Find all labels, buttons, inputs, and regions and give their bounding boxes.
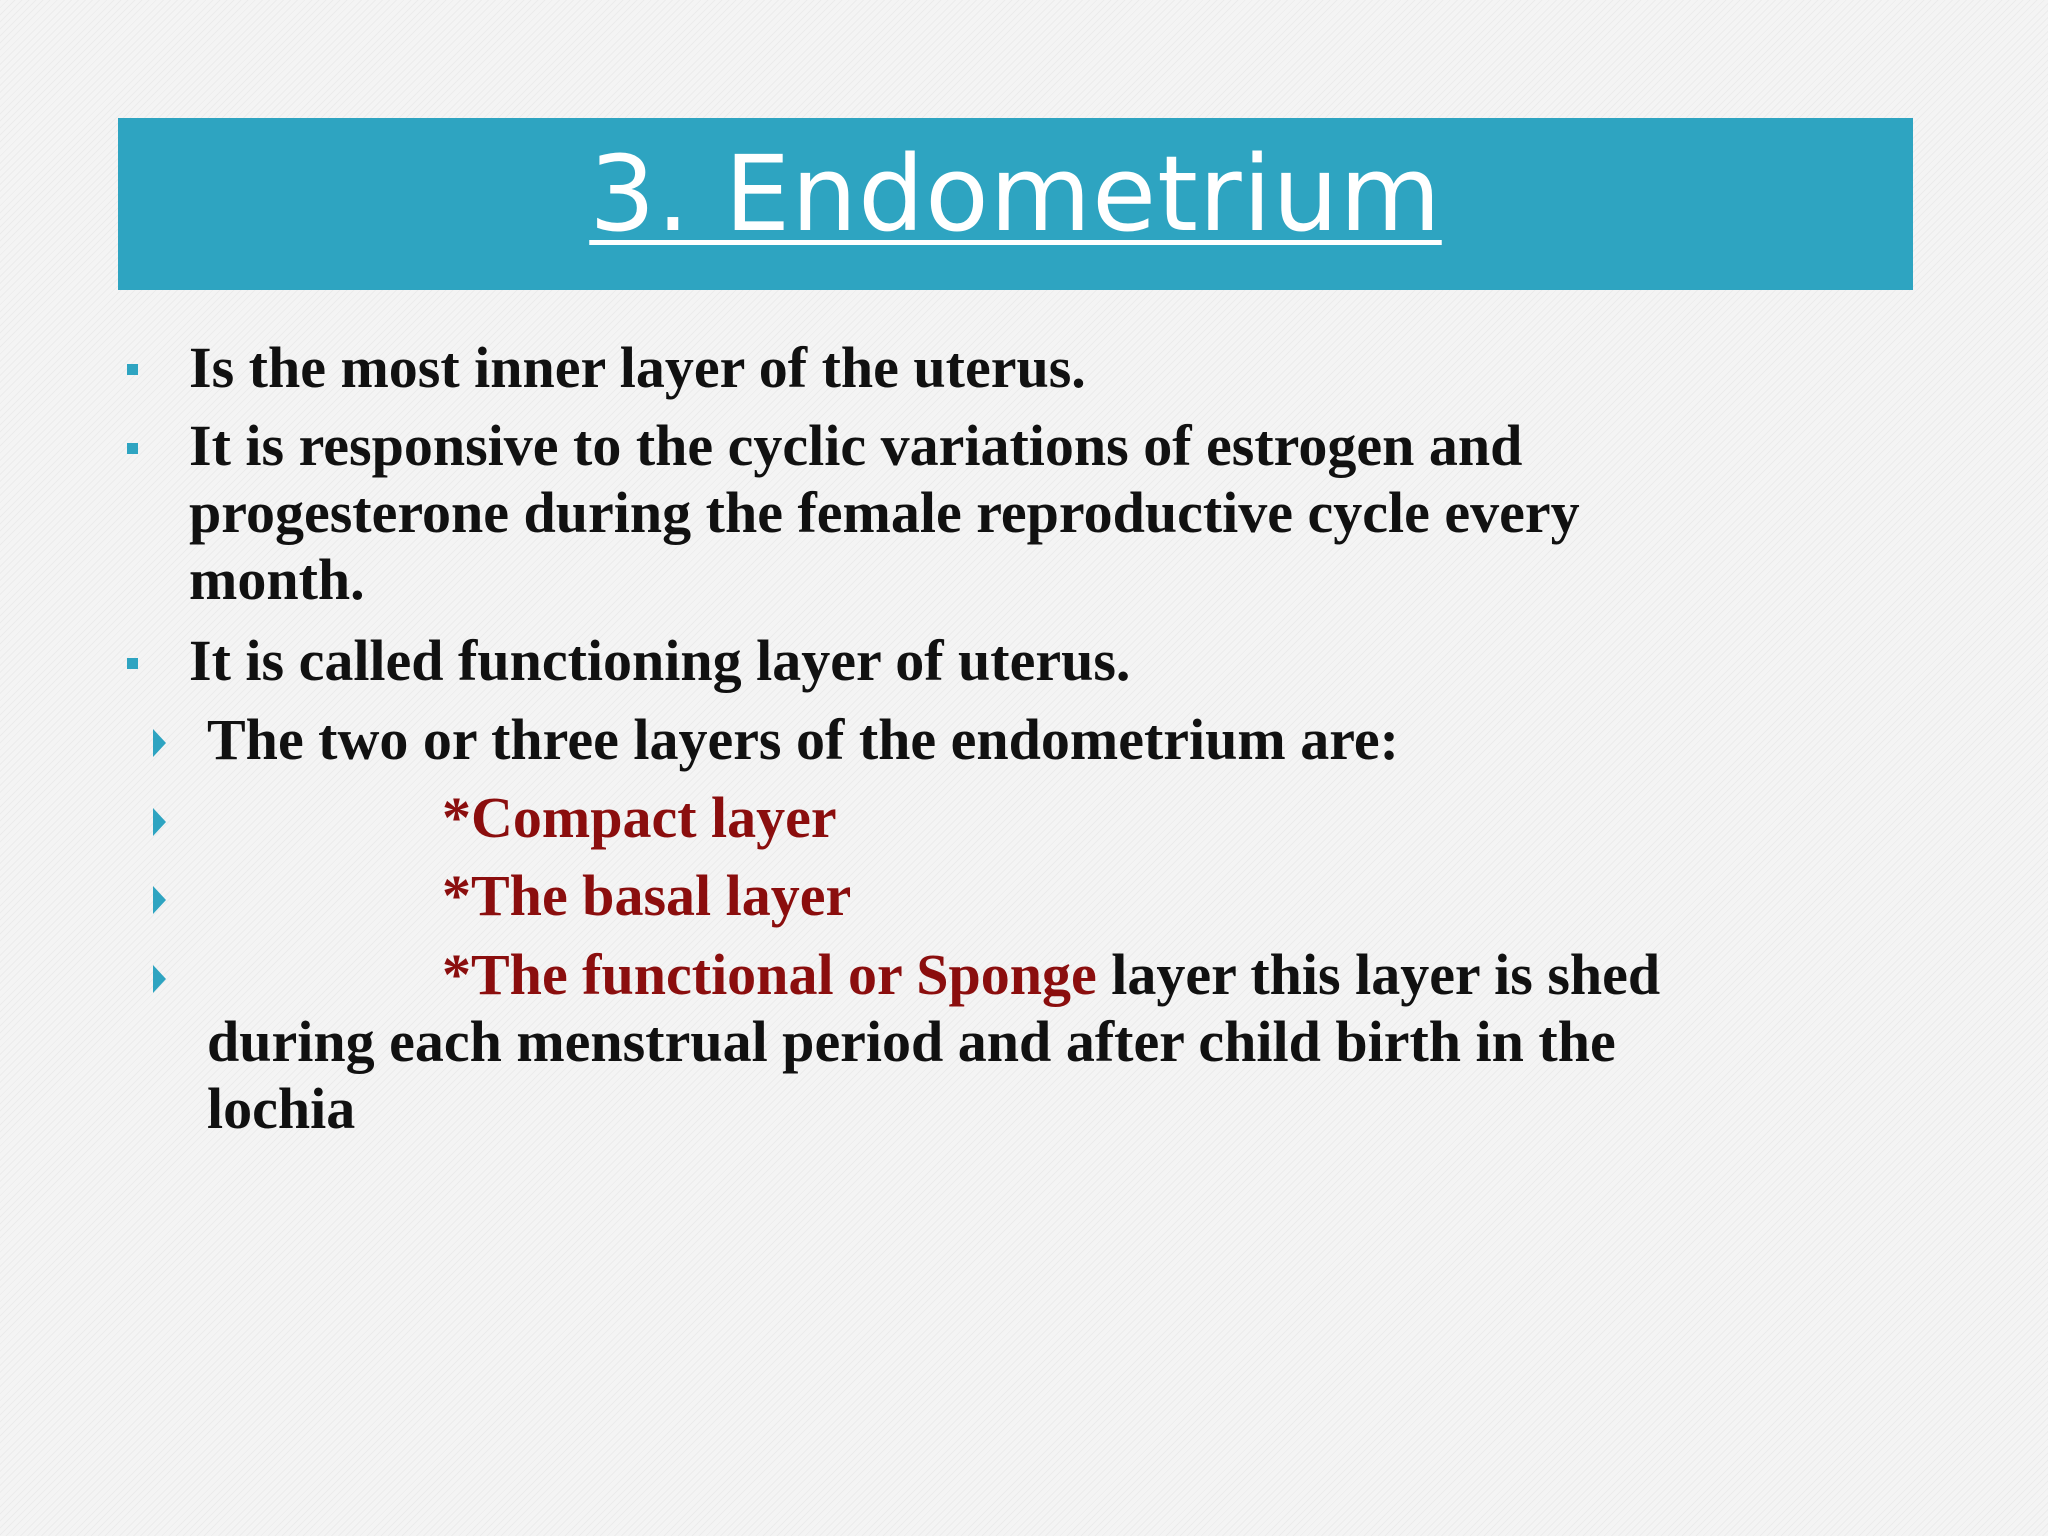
sub-bullet-text: during each menstrual period and after child birth in the [207,1009,1616,1074]
bullet-text: Is the most inner layer of the uterus. [189,335,1086,400]
bullet-text: month. [189,547,365,612]
triangle-bullet-icon [153,886,166,914]
layer-basal: *The basal layer [442,863,852,928]
layer-functional-desc: layer this layer is shed [1096,942,1661,1007]
square-bullet-icon [127,443,138,454]
square-bullet-icon [127,364,138,375]
layer-functional-name: *The functional or Sponge [442,942,1097,1007]
layer-compact: *Compact layer [442,785,837,850]
slide-title: 3. Endometrium [589,133,1442,255]
triangle-bullet-icon [153,729,166,757]
bullet-text: It is called functioning layer of uterus. [189,628,1131,693]
sub-bullet-text: lochia [207,1076,356,1141]
sub-bullet-text: The two or three layers of the endometrium are: [207,707,1399,772]
square-bullet-icon [127,658,138,669]
layer-functional [442,941,1660,1009]
triangle-bullet-icon [153,965,166,993]
triangle-bullet-icon [153,808,166,836]
title-bar [118,118,1913,290]
bullet-text: progesterone during the female reproductive cycle every [189,480,1580,545]
bullet-text: It is responsive to the cyclic variations of estrogen and [189,413,1523,478]
